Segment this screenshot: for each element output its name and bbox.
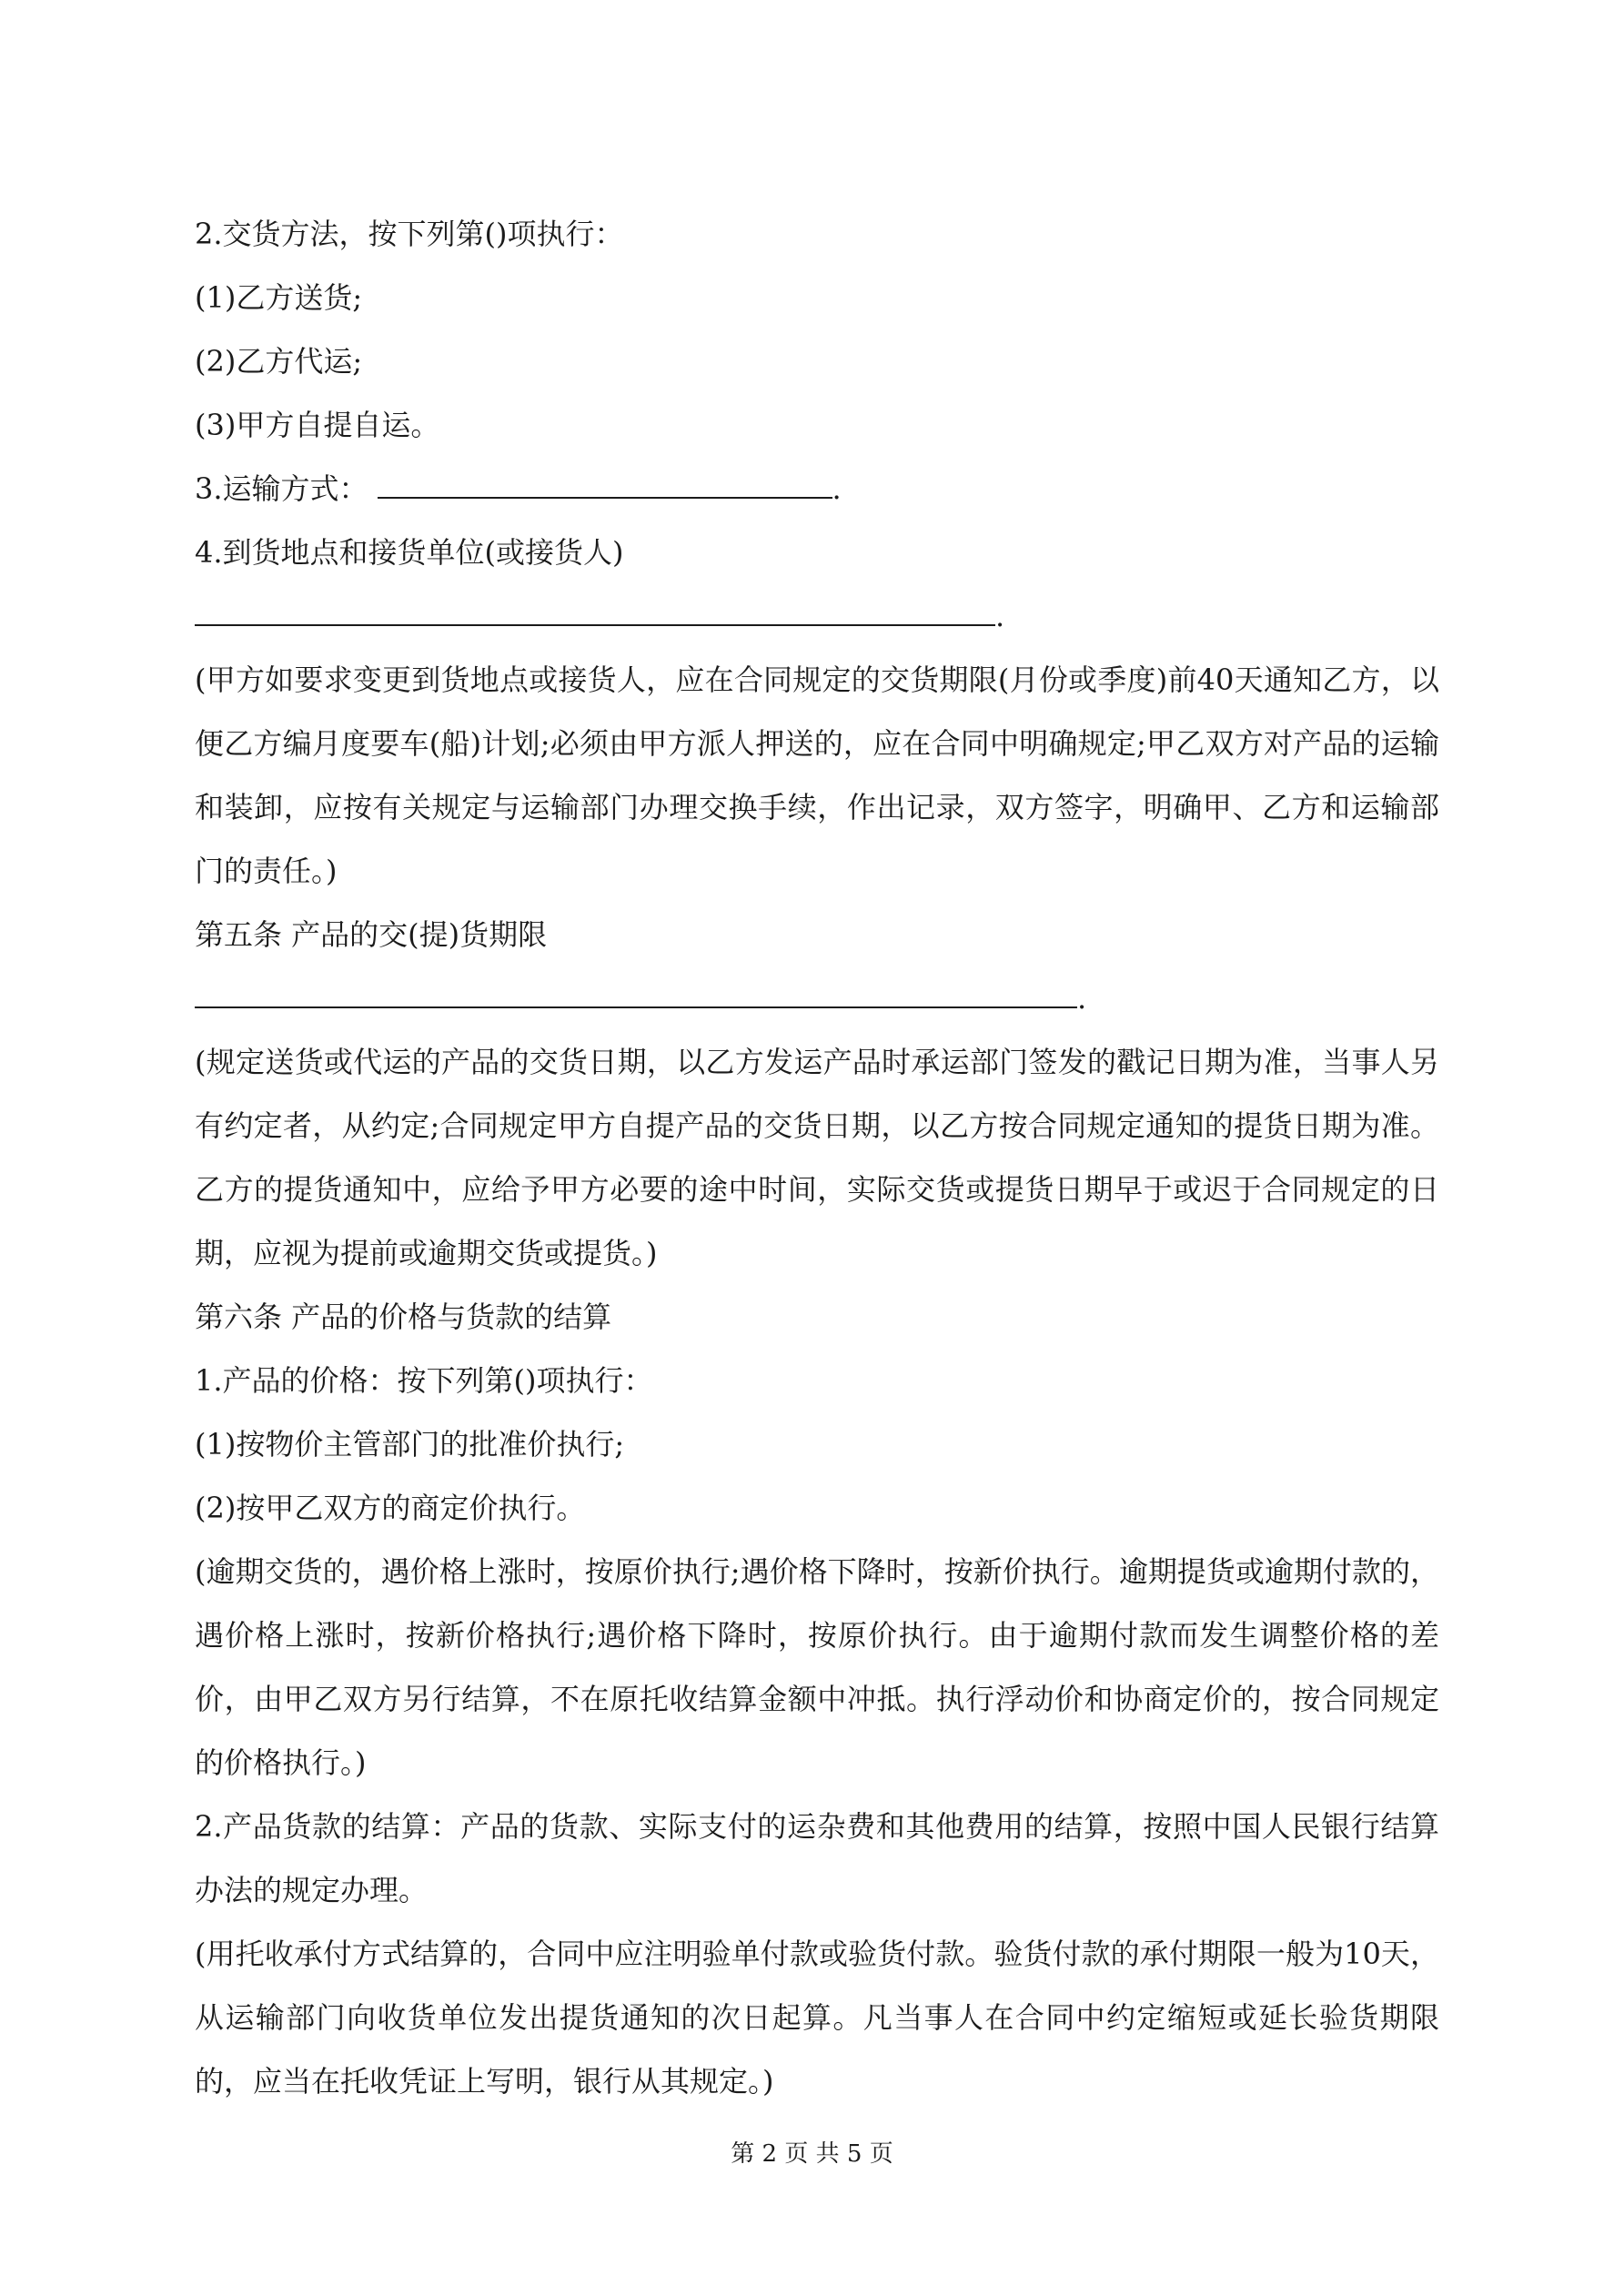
page-content <box>195 202 1439 2113</box>
page-footer: 第 2 页 共 5 页 <box>731 2140 893 2168</box>
price-option-2: (2)按甲乙双方的商定价执行。 <box>195 1491 586 1525</box>
article6-title: 第六条 产品的价格与货款的结算 <box>195 1300 612 1334</box>
settlement-note: (用托收承付方式结算的，合同中应注明验单付款或验货付款。验货付款的承付期限一般为10天，从运输部门向收货单位发出提货通知的次日起算。凡当事人在合同中约定缩短或延长验货期限的，应当在托收凭证上写明，银行从其规定。) <box>195 1937 1439 2099</box>
delivery-method-heading: 2.交货方法，按下列第()项执行： <box>195 217 624 251</box>
delivery-option-3: (3)甲方自提自运。 <box>195 408 440 442</box>
delivery-option-2: (2)乙方代运; <box>195 344 363 379</box>
price-option-1: (1)按物价主管部门的批准价执行; <box>195 1427 625 1462</box>
price-heading: 1.产品的价格：按下列第()项执行： <box>195 1363 653 1398</box>
article5-blank[interactable] <box>195 970 1077 1008</box>
destination-note: (甲方如要求变更到货地点或接货人，应在合同规定的交货期限(月份或季度)前40天通知乙方，以便乙方编月度要车(船)计划;必须由甲方派人押送的，应在合同中明确规定;甲乙双方对产品的运输和装卸，应按有关规定与运输部门办理交换手续，作出记录，双方签字，明确甲、乙方和运输部门的责任。) <box>195 663 1439 888</box>
transport-mode-period: . <box>832 471 842 506</box>
destination-blank-line <box>195 584 1439 648</box>
article5-note: (规定送货或代运的产品的交货日期，以乙方发运产品时承运部门签发的戳记日期为准，当事人另有约定者，从约定;合同规定甲方自提产品的交货日期，以乙方按合同规定通知的提货日期为准。乙方的提货通知中，应给予甲方必要的途中时间，实际交货或提货日期早于或迟于合同规定的日期，应视为提前或逾期交货或提货。) <box>195 1045 1439 1270</box>
destination-period: . <box>995 599 1005 633</box>
article5-title: 第五条 产品的交(提)货期限 <box>195 917 548 952</box>
destination-blank[interactable] <box>195 588 995 626</box>
settlement-heading: 2.产品货款的结算：产品的货款、实际支付的运杂费和其他费用的结算，按照中国人民银行结算办法的规定办理。 <box>195 1809 1439 1907</box>
transport-mode-label: 3.运输方式： <box>195 471 368 506</box>
transport-mode-blank[interactable] <box>378 460 832 499</box>
article5-period: . <box>1077 981 1087 1016</box>
destination-label: 4.到货地点和接货单位(或接货人) <box>195 535 624 570</box>
article5-blank-line <box>195 966 1439 1030</box>
delivery-option-1: (1)乙方送货; <box>195 280 363 315</box>
transport-mode-line <box>195 457 1439 521</box>
price-note: (逾期交货的，遇价格上涨时，按原价执行;遇价格下降时，按新价执行。逾期提货或逾期付款的，遇价格上涨时，按新价格执行;遇价格下降时，按原价执行。由于逾期付款而发生调整价格的差价，由甲乙双方另行结算，不在原托收结算金额中冲抵。执行浮动价和协商定价的，按合同规定的价格执行。) <box>195 1554 1439 1780</box>
